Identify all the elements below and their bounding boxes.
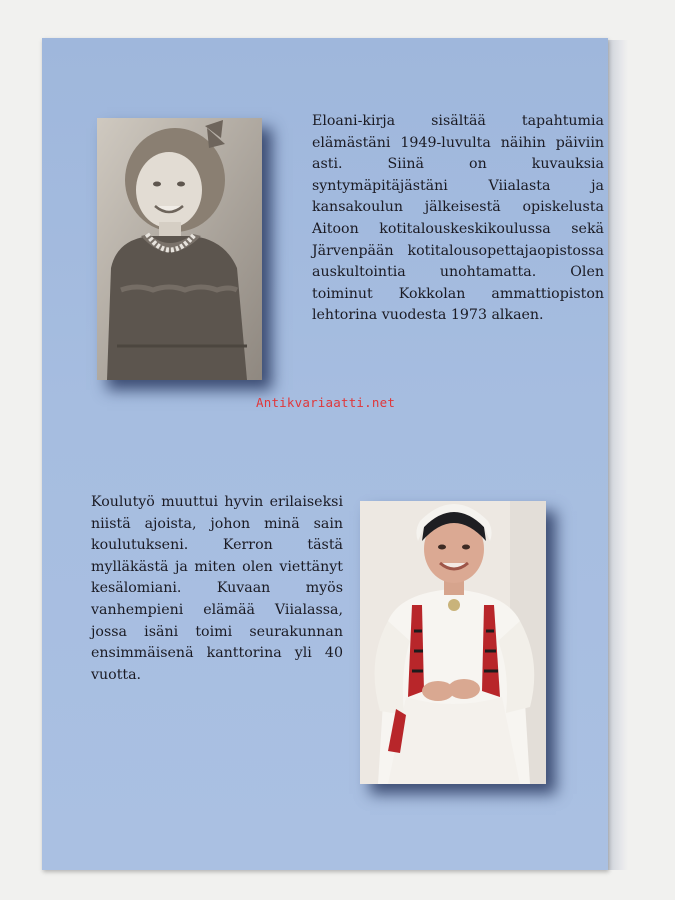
child-portrait-illustration [97, 118, 262, 380]
back-cover [42, 38, 608, 870]
woman-folk-costume-illustration [360, 501, 546, 784]
watermark-text: Antikvariaatti.net [256, 395, 396, 410]
childhood-photo [97, 118, 262, 380]
intro-paragraph: Eloani-kirja sisältää tapahtumia elämästäni 1949-luvulta näihin päiviin asti. Siinä on kuvauksia syntymäpitäjästäni Viialasta ja kansakoulun jälkeisestä opiskelusta Aitoon kotitalouskeskikoulussa sekä Järvenpään kotitalousopettajaopistossa auskultointia unohtamatta. Olen toiminut Kokkolan ammattiopiston lehtorina vuodesta 1973 alkaen. [312, 113, 604, 324]
description-paragraph: Koulutyö muuttui hyvin erilaiseksi niistä ajoista, johon minä sain koulutukseni. Kerron tästä mylläkästä ja miten olen viettänyt kesälomiani. Kuvaan myös vanhempieni elämää Viialassa, jossa isäni toimi seurakunnan ensimmäisenä kanttorina yli 40 vuotta. [91, 494, 343, 683]
book-spine-shadow [606, 40, 628, 870]
author-photo [360, 501, 546, 784]
